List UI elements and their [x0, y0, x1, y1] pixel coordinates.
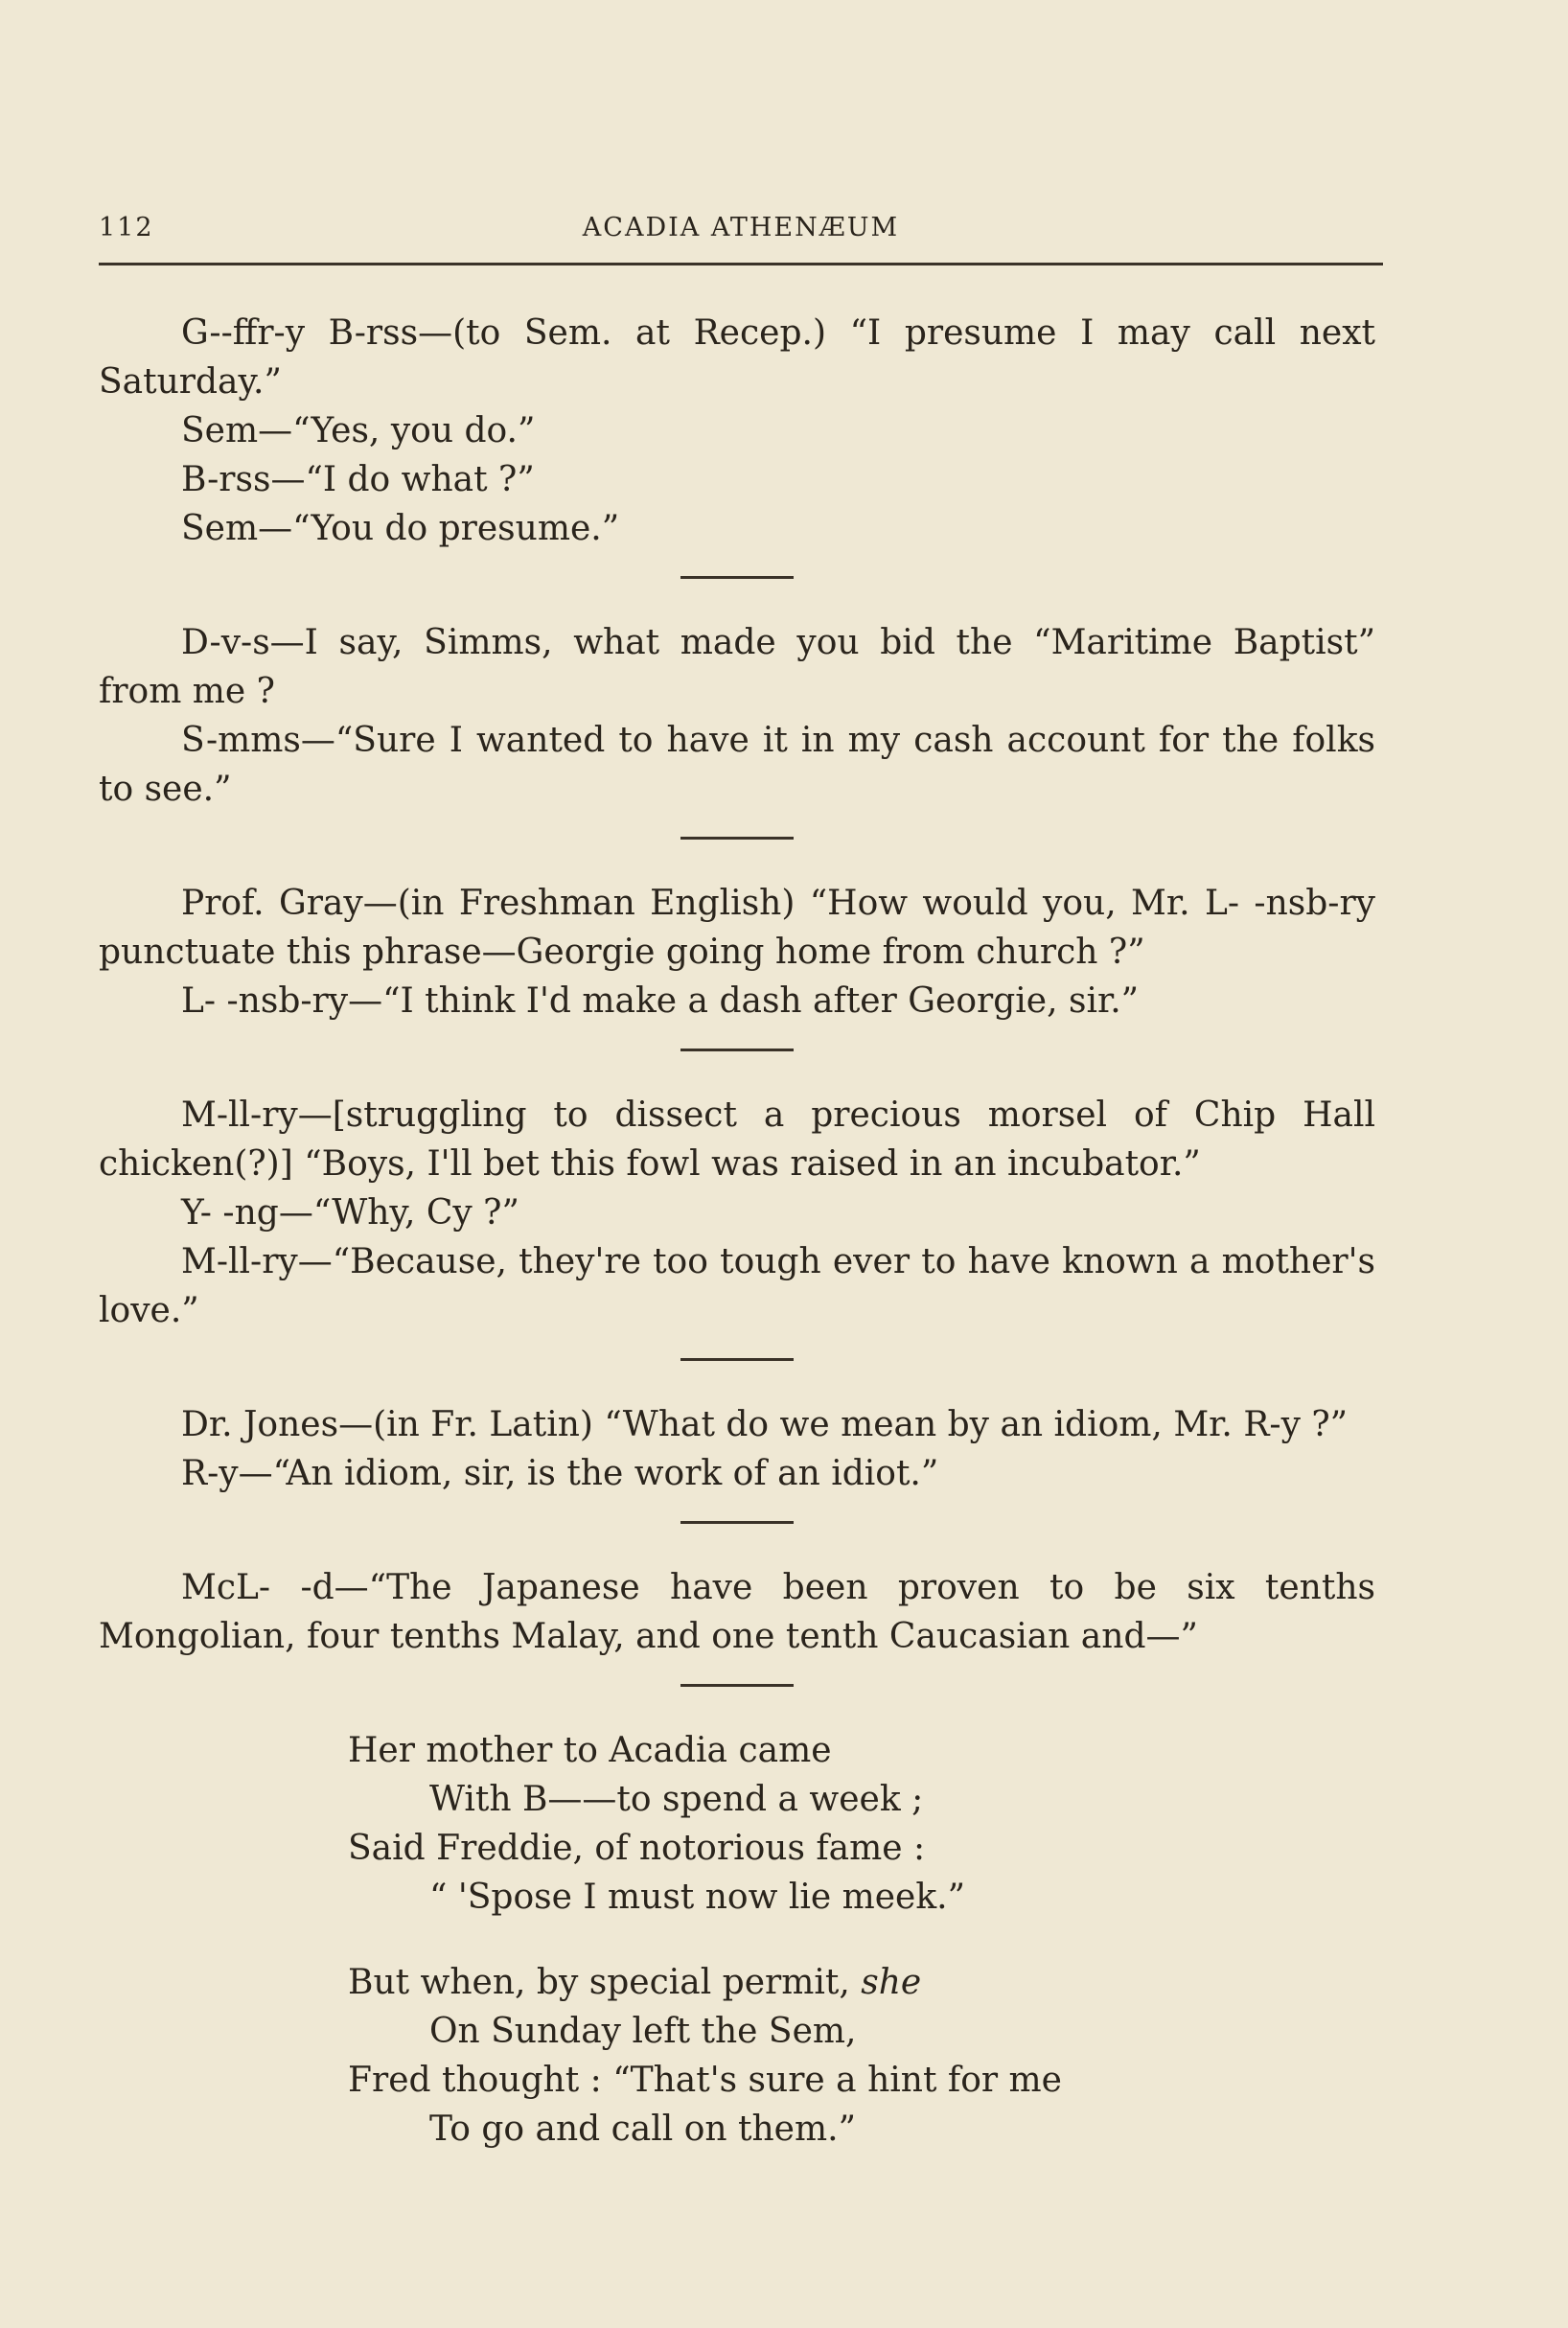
section-divider [680, 576, 794, 579]
joke-block-3 [99, 879, 1375, 1026]
section-divider [680, 837, 794, 840]
paragraph: L- -nsb-ry—“I think I'd make a dash after Georgie, sir.” [181, 981, 1140, 1021]
poem-stanza [348, 1958, 1375, 2154]
section-divider [680, 1049, 794, 1051]
section-divider [680, 1521, 794, 1524]
poem [348, 1726, 1375, 2154]
joke-block-2 [99, 618, 1375, 814]
poem-line: Her mother to Acadia came [348, 1731, 832, 1770]
poem-line: Said Freddie, of notorious fame : [348, 1829, 926, 1868]
page-body [99, 309, 1375, 2154]
paragraph: M-ll-ry—“Because, they're too tough ever to have known a mother's love.” [99, 1242, 1375, 1330]
joke-block-1 [99, 309, 1375, 553]
paragraph: G--ffr-y B-rss—(to Sem. at Recep.) “I presume I may call next Saturday.” [99, 313, 1375, 402]
paragraph: R-y—“An idiom, sir, is the work of an idiot.” [181, 1454, 939, 1493]
poem-italic-word: she [861, 1963, 922, 2002]
poem-stanza [348, 1726, 1375, 1922]
joke-block-5 [99, 1400, 1375, 1498]
poem-line [348, 1958, 1375, 2007]
poem-line: On Sunday left the Sem, [429, 2012, 857, 2051]
section-divider [680, 1684, 794, 1687]
page-number: 112 [99, 213, 154, 242]
paragraph: Sem—“Yes, you do.” [181, 411, 536, 450]
paragraph: S-mms—“Sure I wanted to have it in my cash account for the folks to see.” [99, 721, 1375, 809]
section-divider [680, 1358, 794, 1361]
poem-line: With B——to spend a week ; [429, 1780, 924, 1819]
page-header [99, 213, 1383, 251]
paragraph: Prof. Gray—(in Freshman English) “How would you, Mr. L- -nsb-ry punctuate this phrase—Georgie going home from church ?” [99, 884, 1375, 972]
poem-line: To go and call on them.” [429, 2109, 856, 2149]
poem-line-text: But when, by special permit, [348, 1963, 862, 2002]
running-title: ACADIA ATHENÆUM [582, 213, 900, 242]
header-rule [99, 263, 1383, 265]
joke-block-6 [99, 1563, 1375, 1661]
poem-line: “ 'Spose I must now lie meek.” [429, 1878, 966, 1917]
paragraph: D-v-s—I say, Simms, what made you bid the “Maritime Baptist” from me ? [99, 623, 1375, 711]
paragraph: B-rss—“I do what ?” [181, 460, 535, 499]
paragraph: McL- -d—“The Japanese have been proven to be six tenths Mongolian, four tenths Malay, and one tenth Caucasian and—” [99, 1568, 1375, 1656]
paragraph: Y- -ng—“Why, Cy ?” [181, 1193, 519, 1233]
paragraph: Sem—“You do presume.” [181, 509, 620, 548]
poem-line: Fred thought : “That's sure a hint for me [348, 2061, 1062, 2100]
joke-block-4 [99, 1091, 1375, 1335]
paragraph: Dr. Jones—(in Fr. Latin) “What do we mean by an idiom, Mr. R-y ?” [181, 1405, 1349, 1444]
paragraph: M-ll-ry—[struggling to dissect a precious morsel of Chip Hall chicken(?)] “Boys, I'll bet this fowl was raised in an incubator.” [99, 1095, 1375, 1184]
